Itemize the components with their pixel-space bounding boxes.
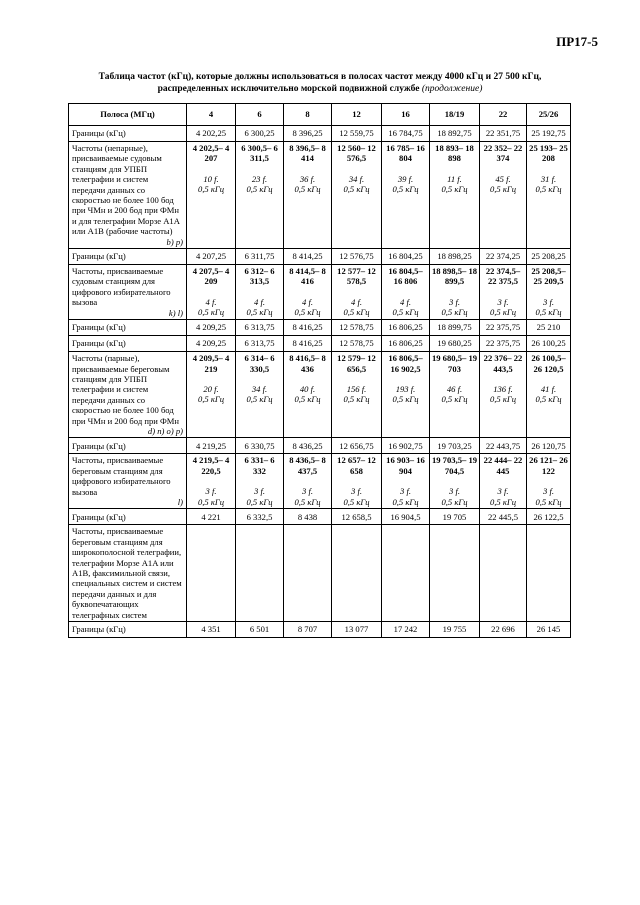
channel-spacing: 0,5 кГц bbox=[392, 307, 419, 318]
frequency-count: 3 f. bbox=[543, 486, 554, 497]
bounds-row bbox=[69, 336, 571, 352]
frequency-cell bbox=[332, 265, 382, 320]
bounds-row bbox=[69, 438, 571, 454]
frequency-count: 45 f. bbox=[495, 173, 511, 184]
channel-spacing: 0,5 кГц bbox=[343, 496, 370, 507]
bounds-value: 26 122,5 bbox=[527, 509, 571, 525]
frequency-range: 8 416,5– 8 436 bbox=[289, 353, 326, 374]
frequency-count: 31 f. bbox=[540, 173, 557, 184]
frequency-count: 156 f. bbox=[346, 383, 367, 394]
channel-spacing: 0,5 кГц bbox=[489, 394, 517, 405]
frequency-cell bbox=[187, 525, 236, 622]
frequency-range: 8 396,5– 8 414 bbox=[289, 143, 326, 164]
frequency-range: 25 208,5– 25 209,5 bbox=[531, 266, 566, 287]
frequency-range: 4 207,5– 4 209 bbox=[192, 266, 230, 287]
title-continuation: (продолжение) bbox=[421, 84, 483, 94]
bounds-value: 8 438 bbox=[284, 509, 332, 525]
frequency-count: 3 f. bbox=[400, 486, 411, 497]
bounds-value: 12 576,75 bbox=[332, 249, 382, 265]
bounds-value: 19 755 bbox=[430, 622, 480, 638]
channel-spacing: 0,5 кГц bbox=[343, 184, 370, 195]
frequency-cell bbox=[187, 265, 236, 320]
row-label bbox=[69, 352, 187, 438]
frequency-range: 22 352– 22 374 bbox=[483, 143, 523, 164]
frequency-cell bbox=[187, 352, 236, 438]
title-line-2 bbox=[60, 83, 580, 95]
footnote-refs: l) bbox=[177, 496, 183, 507]
frequency-count: 20 f. bbox=[203, 383, 219, 394]
frequency-count: 46 f. bbox=[446, 383, 463, 394]
frequency-cell bbox=[527, 525, 571, 622]
frequency-range: 19 703,5– 19 704,5 bbox=[431, 455, 478, 476]
bounds-value: 16 904,5 bbox=[382, 509, 430, 525]
frequency-count: 34 f. bbox=[348, 173, 365, 184]
row-label-text: Частоты (непарные), присваиваемые судовым станциям для УПБП телеграфии и систем передачи данных со скоростью не более 100 бод при ЧМн и 200 бод при ФМн и для телеграфии Морзе A1A или A1B (рабочие частоты) bbox=[72, 143, 180, 237]
frequency-cell bbox=[332, 454, 382, 509]
row-label bbox=[69, 265, 187, 320]
bounds-value: 4 209,25 bbox=[187, 336, 236, 352]
channel-spacing: 0,5 кГц bbox=[246, 394, 273, 405]
channel-spacing: 0,5 кГц bbox=[441, 184, 468, 195]
frequency-range: 12 560– 12 576,5 bbox=[337, 143, 376, 164]
frequency-count: 40 f. bbox=[299, 383, 316, 394]
row-label bbox=[69, 525, 187, 622]
frequency-range: 19 680,5– 19 703 bbox=[431, 353, 478, 374]
frequency-cell bbox=[284, 352, 332, 438]
bounds-row bbox=[69, 622, 571, 638]
bounds-value: 16 806,25 bbox=[382, 336, 430, 352]
frequency-range: 6 331– 6 332 bbox=[244, 455, 275, 476]
bounds-value: 8 436,25 bbox=[284, 438, 332, 454]
frequency-count: 3 f. bbox=[351, 486, 362, 497]
bounds-value: 26 120,75 bbox=[527, 438, 571, 454]
channel-spacing: 0,5 кГц bbox=[489, 184, 517, 195]
frequency-count: 41 f. bbox=[540, 383, 557, 394]
bounds-value: 22 443,75 bbox=[480, 438, 527, 454]
frequency-cell bbox=[480, 454, 527, 509]
frequency-cell bbox=[430, 265, 480, 320]
spacer bbox=[237, 476, 282, 486]
frequency-cell bbox=[382, 352, 430, 438]
bounds-value: 6 501 bbox=[236, 622, 284, 638]
table-body bbox=[69, 126, 571, 638]
frequency-count: 34 f. bbox=[251, 383, 268, 394]
spacer bbox=[237, 374, 282, 384]
frequency-cell bbox=[430, 352, 480, 438]
frequency-range: 12 579– 12 656,5 bbox=[337, 353, 376, 374]
spacer bbox=[333, 374, 380, 384]
frequency-cell bbox=[382, 525, 430, 622]
spacer bbox=[285, 476, 330, 486]
header-cell: 18/19 bbox=[430, 104, 480, 126]
frequency-range: 4 202,5– 4 207 bbox=[192, 143, 230, 164]
frequency-table bbox=[68, 103, 571, 638]
bounds-value: 6 313,75 bbox=[236, 336, 284, 352]
frequency-count: 3 f. bbox=[254, 486, 265, 497]
frequency-cell bbox=[527, 265, 571, 320]
bounds-label: Границы (кГц) bbox=[69, 509, 187, 525]
bounds-value: 12 578,75 bbox=[332, 336, 382, 352]
channel-spacing: 0,5 кГц bbox=[294, 394, 321, 405]
frequency-range: 6 312– 6 313,5 bbox=[244, 266, 275, 287]
bounds-value: 12 658,5 bbox=[332, 509, 382, 525]
spacer bbox=[237, 287, 282, 297]
bounds-value: 22 375,75 bbox=[480, 320, 527, 336]
channel-spacing: 0,5 кГц bbox=[535, 394, 562, 405]
title-line-1: Таблица частот (кГц), которые должны использоваться в полосах частот между 4000 кГц и 27 500 кГц, bbox=[98, 72, 542, 82]
frequency-count: 3 f. bbox=[449, 486, 460, 497]
bounds-value: 22 374,25 bbox=[480, 249, 527, 265]
spacer bbox=[431, 287, 478, 297]
bounds-value: 18 898,25 bbox=[430, 249, 480, 265]
channel-spacing: 0,5 кГц bbox=[535, 184, 562, 195]
frequency-cell bbox=[527, 352, 571, 438]
frequency-range: 22 444– 22 445 bbox=[483, 455, 523, 476]
frequency-count: 23 f. bbox=[251, 173, 268, 184]
channel-spacing: 0,5 кГц bbox=[441, 307, 468, 318]
spacer bbox=[188, 164, 234, 174]
frequency-range: 12 577– 12 578,5 bbox=[337, 266, 376, 287]
bounds-label: Границы (кГц) bbox=[69, 438, 187, 454]
header-cell: 4 bbox=[187, 104, 236, 126]
bounds-value: 4 209,25 bbox=[187, 320, 236, 336]
spacer bbox=[528, 164, 569, 174]
bounds-value: 22 351,75 bbox=[480, 126, 527, 142]
bounds-value: 16 902,75 bbox=[382, 438, 430, 454]
bounds-value: 26 145 bbox=[527, 622, 571, 638]
frequency-count: 10 f. bbox=[203, 173, 219, 184]
frequency-cell bbox=[382, 454, 430, 509]
frequency-cell bbox=[430, 454, 480, 509]
spacer bbox=[383, 164, 428, 174]
frequency-cell bbox=[332, 525, 382, 622]
frequency-count: 3 f. bbox=[302, 486, 313, 497]
bounds-value: 18 899,75 bbox=[430, 320, 480, 336]
bounds-value: 6 332,5 bbox=[236, 509, 284, 525]
frequency-row bbox=[69, 525, 571, 622]
spacer bbox=[481, 476, 525, 486]
frequency-count: 4 f. bbox=[254, 296, 265, 307]
frequency-cell bbox=[236, 142, 284, 249]
frequency-range: 4 219,5– 4 220,5 bbox=[192, 455, 230, 476]
bounds-value: 19 705 bbox=[430, 509, 480, 525]
bounds-value: 18 892,75 bbox=[430, 126, 480, 142]
channel-spacing: 0,5 кГц bbox=[392, 496, 419, 507]
channel-spacing: 0,5 кГц bbox=[392, 184, 419, 195]
frequency-row bbox=[69, 142, 571, 249]
channel-spacing: 0,5 кГц bbox=[535, 307, 562, 318]
bounds-value: 25 192,75 bbox=[527, 126, 571, 142]
frequency-count: 4 f. bbox=[351, 296, 362, 307]
bounds-row bbox=[69, 249, 571, 265]
header-cell: 25/26 bbox=[527, 104, 571, 126]
spacer bbox=[188, 287, 234, 297]
frequency-range: 8 436,5– 8 437,5 bbox=[289, 455, 326, 476]
footnote-refs: b) p) bbox=[166, 236, 183, 247]
frequency-range: 25 193– 25 208 bbox=[529, 143, 568, 164]
spacer bbox=[528, 476, 569, 486]
frequency-range: 22 374,5– 22 375,5 bbox=[485, 266, 521, 287]
frequency-range: 22 376– 22 443,5 bbox=[483, 353, 523, 374]
header-cell: 12 bbox=[332, 104, 382, 126]
frequency-cell bbox=[236, 265, 284, 320]
row-label-text: Частоты, присваиваемые береговым станциям для цифрового избирательного вызова bbox=[72, 455, 171, 497]
frequency-cell bbox=[480, 265, 527, 320]
frequency-cell bbox=[382, 142, 430, 249]
bounds-value: 8 416,25 bbox=[284, 336, 332, 352]
frequency-range: 16 804,5– 16 806 bbox=[388, 266, 423, 287]
frequency-cell bbox=[284, 454, 332, 509]
frequency-count: 36 f. bbox=[299, 173, 316, 184]
spacer bbox=[188, 476, 234, 486]
frequency-count: 136 f. bbox=[493, 383, 513, 394]
bounds-value: 4 351 bbox=[187, 622, 236, 638]
bounds-value: 13 077 bbox=[332, 622, 382, 638]
frequency-count: 39 f. bbox=[397, 173, 414, 184]
frequency-count: 4 f. bbox=[302, 296, 313, 307]
spacer bbox=[285, 287, 330, 297]
bounds-label: Границы (кГц) bbox=[69, 320, 187, 336]
bounds-value: 19 703,25 bbox=[430, 438, 480, 454]
frequency-cell bbox=[187, 142, 236, 249]
channel-spacing: 0,5 кГц bbox=[489, 496, 517, 507]
bounds-row bbox=[69, 509, 571, 525]
bounds-value: 4 202,25 bbox=[187, 126, 236, 142]
bounds-label: Границы (кГц) bbox=[69, 249, 187, 265]
channel-spacing: 0,5 кГц bbox=[535, 496, 562, 507]
frequency-cell bbox=[480, 525, 527, 622]
spacer bbox=[333, 287, 380, 297]
frequency-range: 18 898,5– 18 899,5 bbox=[431, 266, 478, 287]
frequency-count: 4 f. bbox=[400, 296, 411, 307]
channel-spacing: 0,5 кГц bbox=[343, 307, 370, 318]
bounds-value: 22 696 bbox=[480, 622, 527, 638]
bounds-label: Границы (кГц) bbox=[69, 336, 187, 352]
bounds-value: 6 300,25 bbox=[236, 126, 284, 142]
bounds-value: 8 414,25 bbox=[284, 249, 332, 265]
spacer bbox=[333, 164, 380, 174]
frequency-cell bbox=[430, 525, 480, 622]
header-cell: 6 bbox=[236, 104, 284, 126]
row-label bbox=[69, 454, 187, 509]
spacer bbox=[383, 287, 428, 297]
frequency-cell bbox=[430, 142, 480, 249]
frequency-cell bbox=[382, 265, 430, 320]
frequency-range: 12 657– 12 658 bbox=[337, 455, 376, 476]
channel-spacing: 0,5 кГц bbox=[441, 394, 468, 405]
bounds-value: 12 578,75 bbox=[332, 320, 382, 336]
spacer bbox=[383, 476, 428, 486]
spacer bbox=[481, 287, 525, 297]
spacer bbox=[431, 476, 478, 486]
frequency-cell bbox=[480, 352, 527, 438]
row-label bbox=[69, 142, 187, 249]
frequency-range: 16 806,5– 16 902,5 bbox=[388, 353, 423, 374]
frequency-cell bbox=[187, 454, 236, 509]
channel-spacing: 0,5 кГц bbox=[197, 307, 225, 318]
channel-spacing: 0,5 кГц bbox=[343, 394, 370, 405]
spacer bbox=[528, 374, 569, 384]
frequency-count: 4 f. bbox=[205, 296, 217, 307]
channel-spacing: 0,5 кГц bbox=[246, 307, 273, 318]
frequency-count: 3 f. bbox=[497, 486, 509, 497]
frequency-range: 4 209,5– 4 219 bbox=[192, 353, 230, 374]
bounds-value: 8 416,25 bbox=[284, 320, 332, 336]
frequency-count: 3 f. bbox=[449, 296, 460, 307]
spacer bbox=[237, 164, 282, 174]
frequency-range: 26 100,5– 26 120,5 bbox=[531, 353, 566, 374]
spacer bbox=[333, 476, 380, 486]
bounds-value: 4 221 bbox=[187, 509, 236, 525]
channel-spacing: 0,5 кГц bbox=[441, 496, 468, 507]
bounds-value: 22 445,5 bbox=[480, 509, 527, 525]
channel-spacing: 0,5 кГц bbox=[197, 184, 225, 195]
bounds-value: 16 784,75 bbox=[382, 126, 430, 142]
frequency-range: 6 314– 6 330,5 bbox=[244, 353, 275, 374]
frequency-count: 11 f. bbox=[447, 173, 462, 184]
frequency-row bbox=[69, 454, 571, 509]
channel-spacing: 0,5 кГц bbox=[246, 184, 273, 195]
header-row bbox=[69, 104, 571, 126]
bounds-value: 4 207,25 bbox=[187, 249, 236, 265]
spacer bbox=[383, 374, 428, 384]
frequency-cell bbox=[236, 525, 284, 622]
frequency-row bbox=[69, 265, 571, 320]
header-cell: 22 bbox=[480, 104, 527, 126]
row-label-text: Частоты (парные), присваиваемые береговым станциям для УПБП телеграфии и систем передачи данных со скоростью не более 100 бод при ЧМн и 200 бод при ФМн bbox=[72, 353, 180, 426]
spacer bbox=[431, 374, 478, 384]
channel-spacing: 0,5 кГц bbox=[246, 496, 273, 507]
frequency-cell bbox=[284, 525, 332, 622]
bounds-label: Границы (кГц) bbox=[69, 126, 187, 142]
frequency-cell bbox=[332, 352, 382, 438]
spacer bbox=[481, 374, 525, 384]
frequency-range: 16 785– 16 804 bbox=[386, 143, 425, 164]
row-label-text: Частоты, присваиваемые судовым станциям для цифрового избирательного вызова bbox=[72, 266, 171, 308]
bounds-value: 26 100,25 bbox=[527, 336, 571, 352]
footnote-refs: k) l) bbox=[168, 307, 183, 318]
bounds-value: 8 396,25 bbox=[284, 126, 332, 142]
frequency-cell bbox=[480, 142, 527, 249]
bounds-value: 4 219,25 bbox=[187, 438, 236, 454]
bounds-label: Границы (кГц) bbox=[69, 622, 187, 638]
frequency-cell bbox=[284, 265, 332, 320]
spacer bbox=[528, 287, 569, 297]
bounds-value: 22 375,75 bbox=[480, 336, 527, 352]
bounds-value: 16 806,25 bbox=[382, 320, 430, 336]
bounds-value: 6 313,75 bbox=[236, 320, 284, 336]
spacer bbox=[188, 374, 234, 384]
page-number: ПР17-5 bbox=[556, 34, 598, 49]
frequency-count: 3 f. bbox=[543, 296, 554, 307]
channel-spacing: 0,5 кГц bbox=[294, 496, 321, 507]
bounds-row bbox=[69, 320, 571, 336]
spacer bbox=[431, 164, 478, 174]
frequency-row bbox=[69, 352, 571, 438]
channel-spacing: 0,5 кГц bbox=[392, 394, 419, 405]
frequency-cell bbox=[236, 352, 284, 438]
bounds-value: 8 707 bbox=[284, 622, 332, 638]
footnote-refs: d) n) o) p) bbox=[147, 425, 183, 436]
bounds-row bbox=[69, 126, 571, 142]
bounds-value: 19 680,25 bbox=[430, 336, 480, 352]
frequency-range: 6 300,5– 6 311,5 bbox=[241, 143, 278, 164]
frequency-cell bbox=[527, 454, 571, 509]
frequency-range: 8 414,5– 8 416 bbox=[289, 266, 326, 287]
bounds-value: 12 559,75 bbox=[332, 126, 382, 142]
channel-spacing: 0,5 кГц bbox=[294, 184, 321, 195]
frequency-cell bbox=[527, 142, 571, 249]
bounds-value: 25 210 bbox=[527, 320, 571, 336]
bounds-value: 6 311,75 bbox=[236, 249, 284, 265]
frequency-range: 16 903– 16 904 bbox=[386, 455, 425, 476]
header-cell: 16 bbox=[382, 104, 430, 126]
frequency-count: 3 f. bbox=[497, 296, 509, 307]
frequency-count: 3 f. bbox=[205, 486, 217, 497]
bounds-value: 17 242 bbox=[382, 622, 430, 638]
frequency-range: 26 121– 26 122 bbox=[529, 455, 568, 476]
channel-spacing: 0,5 кГц bbox=[197, 394, 225, 405]
frequency-cell bbox=[284, 142, 332, 249]
channel-spacing: 0,5 кГц bbox=[489, 307, 517, 318]
bounds-value: 6 330,75 bbox=[236, 438, 284, 454]
table-title bbox=[60, 71, 580, 95]
header-cell: 8 bbox=[284, 104, 332, 126]
row-label-text: Частоты, присваиваемые береговым станциям для широкополосной телеграфии, телеграфии Морзе A1A или A1B, факсимильной связи, специальных систем и систем передачи данных и для буквопечатающих телеграфных систем bbox=[72, 526, 182, 620]
title-line-2-text: распределенных исключительно морской подвижной службе bbox=[157, 84, 420, 94]
frequency-count: 193 f. bbox=[395, 383, 416, 394]
frequency-cell bbox=[236, 454, 284, 509]
bounds-value: 16 804,25 bbox=[382, 249, 430, 265]
channel-spacing: 0,5 кГц bbox=[294, 307, 321, 318]
header-cell: Полоса (МГц) bbox=[69, 104, 187, 126]
bounds-value: 12 656,75 bbox=[332, 438, 382, 454]
channel-spacing: 0,5 кГц bbox=[197, 496, 225, 507]
frequency-range: 18 893– 18 898 bbox=[435, 143, 474, 164]
spacer bbox=[481, 164, 525, 174]
spacer bbox=[285, 164, 330, 174]
frequency-cell bbox=[332, 142, 382, 249]
bounds-value: 25 208,25 bbox=[527, 249, 571, 265]
spacer bbox=[285, 374, 330, 384]
